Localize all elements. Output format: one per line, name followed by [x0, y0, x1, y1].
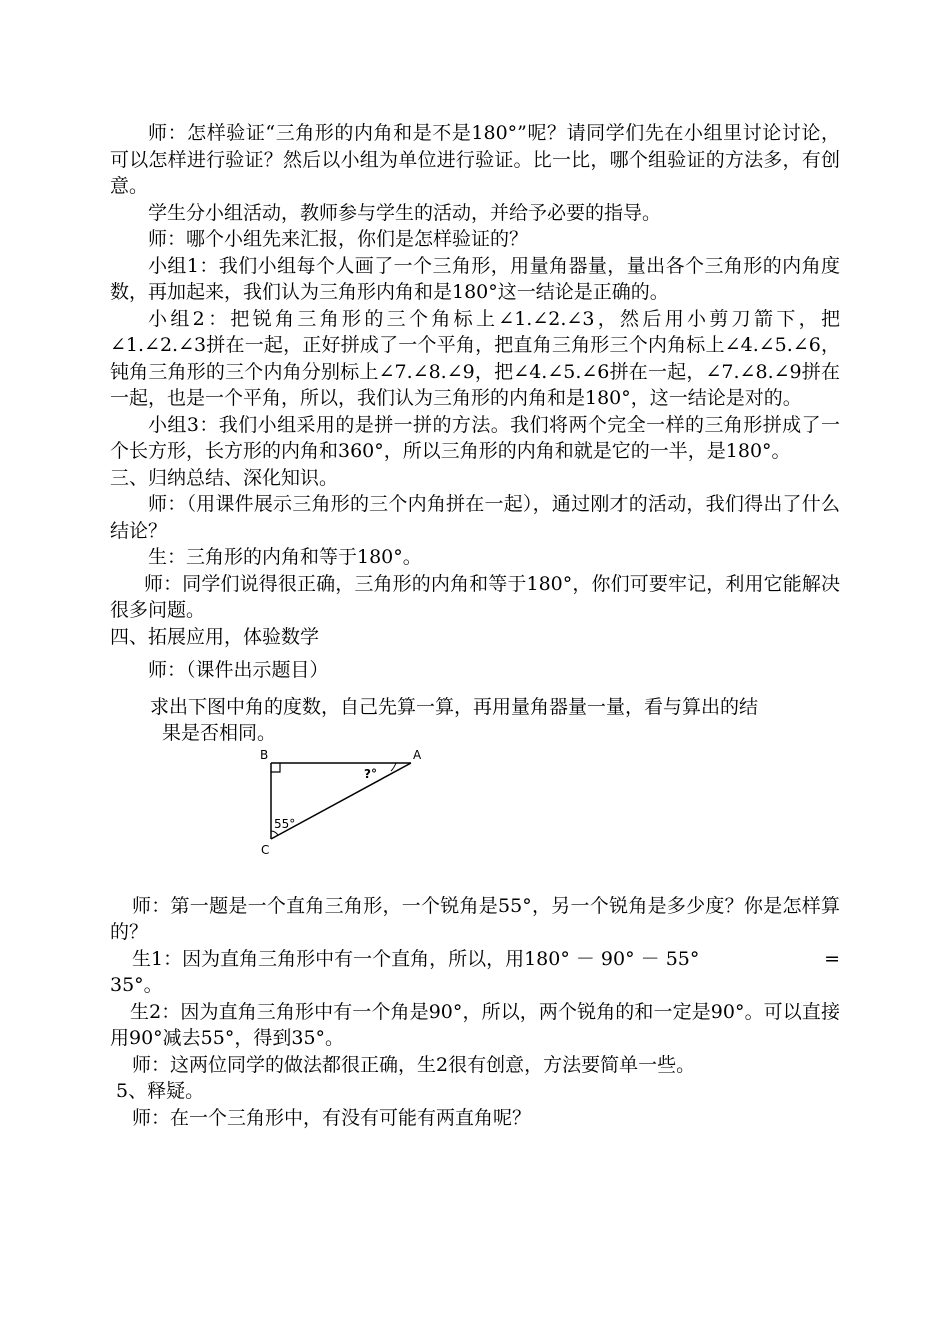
vertex-label-c: C: [261, 842, 270, 857]
paragraph-student-2: 生2：因为直角三角形中有一个角是90°，所以，两个锐角的和一定是90°。可以直接用90°减去55°，得到35°。: [110, 1000, 840, 1049]
paragraph-teacher-comment: 师：这两位同学的做法都很正确，生2很有创意，方法要简单一些。: [132, 1053, 696, 1076]
student-1-text: 生1：因为直角三角形中有一个直角，所以，用180° － 90° － 55°: [132, 947, 700, 970]
paragraph-group-1: 小组1：我们小组每个人画了一个三角形，用量角器量，量出各个三角形的内角度数，再加起来，我们认为三角形内角和是180°这一结论是正确的。: [110, 254, 840, 303]
vertex-label-b: B: [260, 747, 269, 762]
paragraph-group-activity: 学生分小组活动，教师参与学生的活动，并给予必要的指导。: [148, 201, 662, 224]
paragraph-teacher-courseware: 师：（用课件展示三角形的三个内角拼在一起），通过刚才的活动，我们得出了什么结论？: [110, 493, 840, 542]
paragraph-teacher-problem: 师：（课件出示题目）: [148, 659, 329, 681]
vertex-label-a: A: [413, 747, 422, 762]
angle-a-label: ?°: [364, 766, 377, 781]
angle-a-arc: [391, 763, 396, 771]
problem-line-1: 求出下图中角的度数，自己先算一算，再用量角器量一量，看与算出的结: [150, 695, 759, 718]
paragraph-teacher-question: 师：怎样验证“三角形的内角和是不是180°”呢？请同学们先在小组里讨论讨论，可以怎样进行验证？然后以小组为单位进行验证。比一比，哪个组验证的方法多，有创意。: [110, 122, 840, 197]
section-heading-application: 四、拓展应用，体验数学: [110, 625, 320, 648]
triangle-figure: [240, 747, 560, 873]
problem-line-2: 果是否相同。: [162, 722, 277, 744]
paragraph-teacher-report: 师：哪个小组先来汇报，你们是怎样验证的？: [148, 228, 529, 250]
triangle-drawing: [240, 751, 560, 873]
angle-c-label: 55°: [274, 816, 296, 831]
student-1-result: 35°。: [110, 974, 163, 996]
paragraph-group-2: 小组2：把锐角三角形的三个角标上∠1.∠2.∠3，然后用小剪刀箭下，把∠1.∠2.∠3拼在一起，正好拼成了一个平角，把直角三角形三个内角标上∠4.∠5.∠6，钝角三角形的三个内角分别标上∠7.∠8.∠9，把∠4.∠5.∠6拼在一起，∠7.∠8.∠9拼在一起，也是一个平角，所以，我们认为三角形的内角和是180°，这一结论是对的。: [110, 307, 840, 409]
paragraph-teacher-praise: 师：同学们说得很正确，三角形的内角和等于180°，你们可要牢记，利用它能解决很多问题。: [110, 572, 840, 621]
paragraph-teacher-first-question: 师：第一题是一个直角三角形，一个锐角是55°，另一个锐角是多少度？你是怎样算的？: [110, 894, 840, 943]
paragraph-teacher-final-question: 师：在一个三角形中，有没有可能有两直角呢？: [132, 1106, 532, 1129]
section-heading-clarify: 5、释疑。: [116, 1080, 205, 1102]
document-body: [110, 120, 840, 1131]
right-angle-mark: [271, 763, 280, 772]
angle-c-arc: [271, 831, 278, 835]
student-1-equals: =: [824, 947, 840, 970]
paragraph-student-1: [110, 946, 840, 999]
student-1-equation-line: [110, 946, 840, 973]
problem-statement: [150, 694, 840, 747]
paragraph-student-conclusion: 生：三角形的内角和等于180°。: [148, 546, 422, 568]
section-heading-summary: 三、归纳总结、深化知识。: [110, 466, 339, 489]
paragraph-group-3: 小组3：我们小组采用的是拼一拼的方法。我们将两个完全一样的三角形拼成了一个长方形，长方形的内角和360°，所以三角形的内角和就是它的一半，是180°。: [110, 413, 840, 462]
